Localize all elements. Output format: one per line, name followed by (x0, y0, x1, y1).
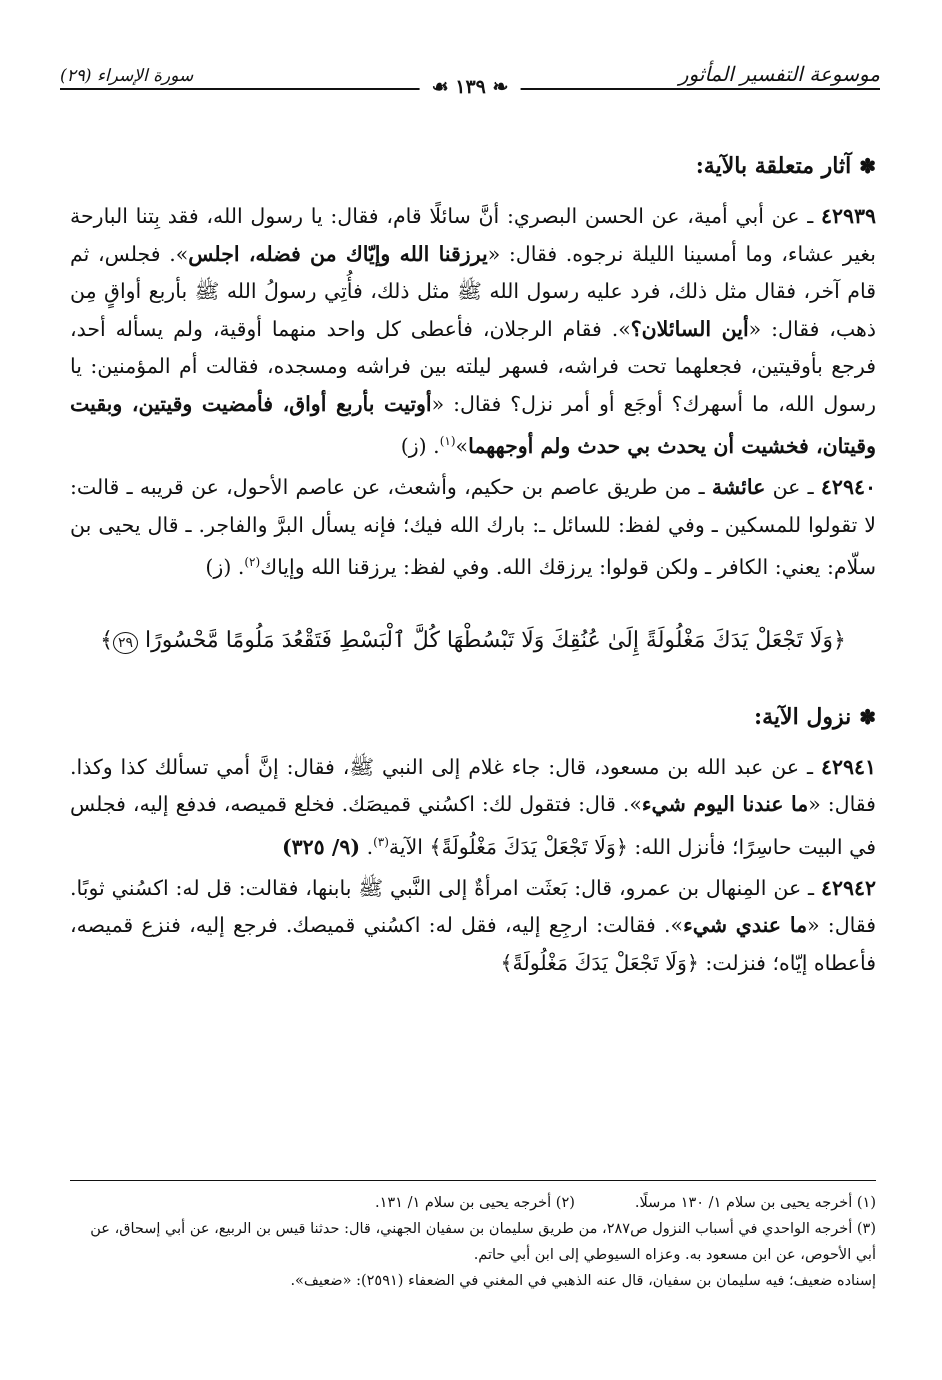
footnote-ref[interactable]: (٣) (373, 834, 389, 849)
narration-42939: ٤٢٩٣٩ ـ عن أبي أمية، عن الحسن البصري: أنَّ سائلًا قام، فقال: يا رسول الله، فقد بِتنا البارحة بغير عشاء، وما أمسينا الليلة نرجوه. فقال: «يرزقنا الله وإيّاك من فضله، اجلس». فجلس، ثم قام آخر، فقال مثل ذلك، فرد عليه رسول الله ﷺ مثل ذلك، فأُتِي رسولُ الله ﷺ بأربع أواقٍ مِن ذهب، فقال: «أين السائلان؟». فقام الرجلان، فأعطى كل واحد منهما أوقية، ولم يسأله أحد، فرجع بأوقيتين، فجعلهما تحت فراشه، فسهر ليلته بين فراشه ومسجده، فقالت أم المؤمنين: يا رسول الله، ما أسهرك؟ أوجَع أو أمر نزل؟ فقال: «أوتيت بأربع أواق، فأمضيت وقيتين، وبقيت وقيتان، فخشيت أن يحدث بي حدث ولم أوجههما»$^{(١)}$. (ز) (70, 204, 876, 458)
footnotes (70, 1190, 876, 1294)
footnote-ref[interactable]: (١) (439, 434, 456, 448)
flower-icon: ✽ (859, 704, 876, 729)
page-body (70, 150, 876, 986)
book-title: موسوعة التفسير المأثور (678, 62, 880, 86)
ayah-number-badge: ٢٩ (113, 632, 138, 654)
footnote-2: (٢) أخرجه يحيى بن سلام ١/ ١٣١. (375, 1195, 575, 1211)
volume-page-ref: (٩/ ٣٢٥) (281, 834, 361, 859)
footnote-row (70, 1190, 876, 1216)
footnote-3: (٣) أخرجه الواحدي في أسباب النزول ص٢٨٧، من طريق سليمان بن سفيان الجهني، قال: حدثنا قيس بن الربيع، عن أبي إسحاق، عن أبي الأحوص، عن ابن مسعود به. وعزاه السيوطي إلى ابن أبي حاتم. (90, 1221, 876, 1263)
narration-42942: ٤٢٩٤٢ ـ عن المِنهال بن عمرو، قال: بَعثَت امرأةٌ إلى النَّبي ﷺ بابنها، فقالت: قل له: اكسُني ثوبًا. فقال: «ما عندي شيء». فقالت: ارجِع إليه، فقل له: اكسُني قميصك. فرجع إليه، فنزع قميصه، فأعطاه إيّاه؛ فنزلت: ﴿وَلَا تَجْعَلْ يَدَكَ مَغْلُولَةً﴾ (70, 875, 877, 975)
page-header (60, 62, 880, 102)
surah-reference: سورة الإسراء (٢٩) (60, 66, 194, 86)
ornament-icon: ❧ (485, 76, 509, 98)
section-heading-nuzul: ✽نزول الآية: (754, 703, 876, 730)
ornament-icon: ☙ (431, 76, 456, 98)
quran-verse: ﴿وَلَا تَجْعَلْ يَدَكَ مَغْلُولَةً إِلَىٰ عُنُقِكَ وَلَا تَبْسُطْهَا كُلَّ ٱلْبَسْطِ فَتَقْعُدَ مَلُومًا مَّحْسُورًا ٢٩﴾ (100, 627, 846, 653)
narration-42941: ٤٢٩٤١ ـ عن عبد الله بن مسعود، قال: جاء غلام إلى النبي ﷺ، فقال: إنَّ أمي تسألك كذا وكذا. فقال: «ما عندنا اليوم شيء». قال: فتقول لك: اكسُني قميصَك. فخلع قميصه، فدفع إليه، فجلس في البيت حاسِرًا؛ فأنزل الله: ﴿وَلَا تَجْعَلْ يَدَكَ مَغْلُولَةً﴾ الآية$^{(٣)}$. (٩/ ٣٢٥) (70, 754, 876, 859)
footnote-ref[interactable]: (٢) (244, 555, 261, 570)
flower-icon: ✽ (859, 154, 876, 178)
page-number: ❧ ١٣٩ ☙ (420, 76, 521, 98)
section-heading-athar: ✽آثار متعلقة بالآية: (695, 153, 876, 179)
narration-42940: ٤٢٩٤٠ ـ عن عائشة ـ من طريق عاصم بن حكيم، وأشعث، عن عاصم الأحول، عن قريبه ـ قالت: لا تقولوا للمسكين ـ وفي لفظ: للسائل ـ: بارك الله فيك؛ فإنه يسأل البرَّ والفاجر. ـ قال يحيى بن سلّام: يعني: الكافر ـ ولكن قولوا: يرزقك الله. وفي لفظ: يرزقنا الله وإياك$^{(٢)}$. (ز) (70, 475, 877, 580)
footnote-rule (70, 1180, 876, 1181)
footnote-1: (١) أخرجه يحيى بن سلام ١/ ١٣٠ مرسلًا. (634, 1195, 876, 1211)
footnote-3-grading: إسناده ضعيف؛ فيه سليمان بن سفيان، قال عنه الذهبي في المغني في الضعفاء (٢٥٩١): «ضعيف». (290, 1273, 876, 1289)
